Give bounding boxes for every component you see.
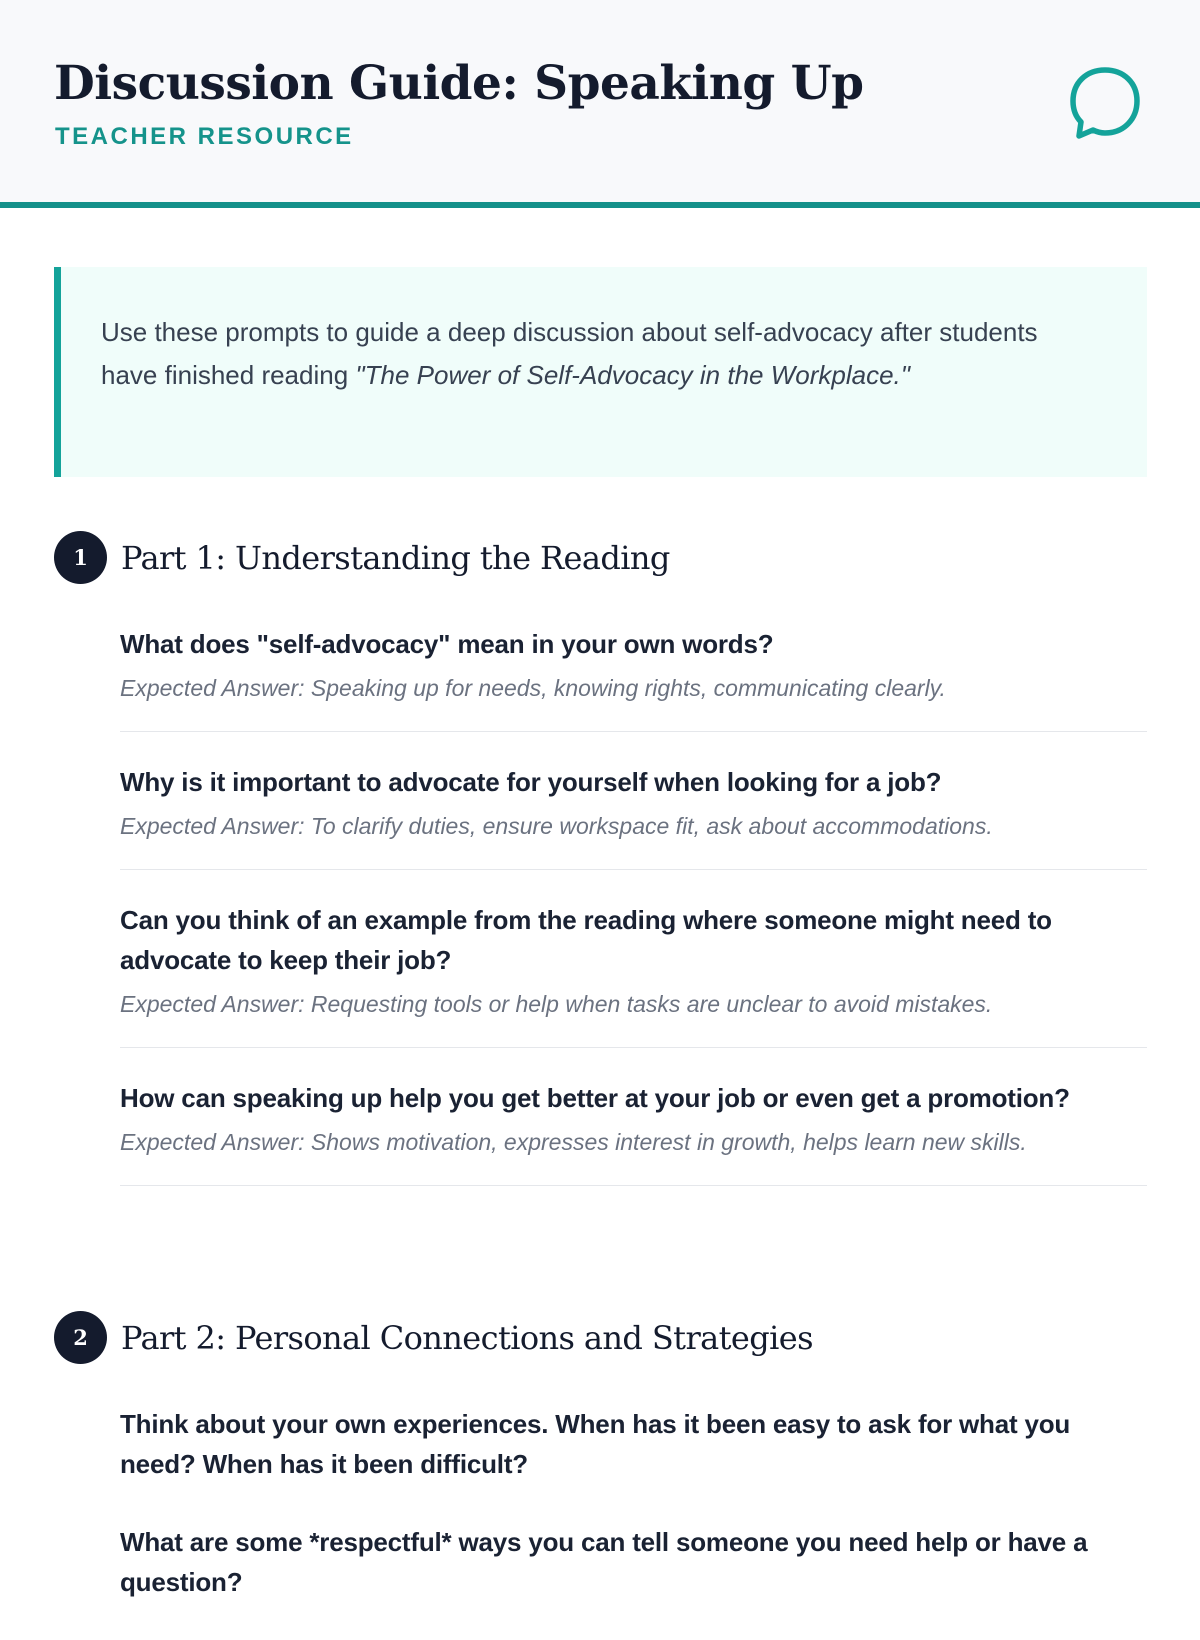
question-item	[120, 762, 1147, 870]
question-item	[120, 1404, 1147, 1484]
expected-answer: Expected Answer: Speaking up for needs, knowing rights, communicating clearly.	[120, 675, 946, 701]
question-item	[120, 1522, 1147, 1602]
section-title: Part 2: Personal Connections and Strategies	[121, 1318, 813, 1357]
question-text: Why is it important to advocate for yourself when looking for a job?	[120, 767, 942, 797]
section-1-header	[54, 531, 670, 584]
section-title: Part 1: Understanding the Reading	[121, 538, 670, 577]
question-item	[120, 624, 1147, 732]
section-2-header	[54, 1311, 813, 1364]
intro-text: Use these prompts to guide a deep discussion about self-advocacy after students have finished reading	[101, 317, 1038, 390]
reading-title: "The Power of Self-Advocacy in the Workplace."	[355, 360, 910, 390]
question-text: What does "self-advocacy" mean in your own words?	[120, 629, 774, 659]
section-2-questions	[120, 1404, 1147, 1640]
chat-bubble-icon	[1066, 64, 1144, 142]
section-number-badge: 2	[54, 1311, 107, 1364]
question-text: Think about your own experiences. When has it been easy to ask for what you need? When has it been difficult?	[120, 1409, 1071, 1479]
question-item	[120, 1078, 1147, 1186]
question-text: What are some *respectful* ways you can tell someone you need help or have a question?	[120, 1527, 1088, 1597]
section-1-questions	[120, 624, 1147, 1216]
question-item	[120, 900, 1147, 1048]
expected-answer: Expected Answer: Requesting tools or help when tasks are unclear to avoid mistakes.	[120, 991, 993, 1017]
question-text: Can you think of an example from the reading where someone might need to advocate to keep their job?	[120, 905, 1052, 975]
page-title: Discussion Guide: Speaking Up	[54, 56, 864, 111]
expected-answer: Expected Answer: Shows motivation, expresses interest in growth, helps learn new skills.	[120, 1129, 1027, 1155]
question-text: How can speaking up help you get better at your job or even get a promotion?	[120, 1083, 1070, 1113]
expected-answer: Expected Answer: To clarify duties, ensure workspace fit, ask about accommodations.	[120, 813, 993, 839]
section-number-badge: 1	[54, 531, 107, 584]
page-subtitle: TEACHER RESOURCE	[55, 123, 354, 150]
intro-callout	[54, 267, 1147, 477]
page-header	[0, 0, 1200, 208]
